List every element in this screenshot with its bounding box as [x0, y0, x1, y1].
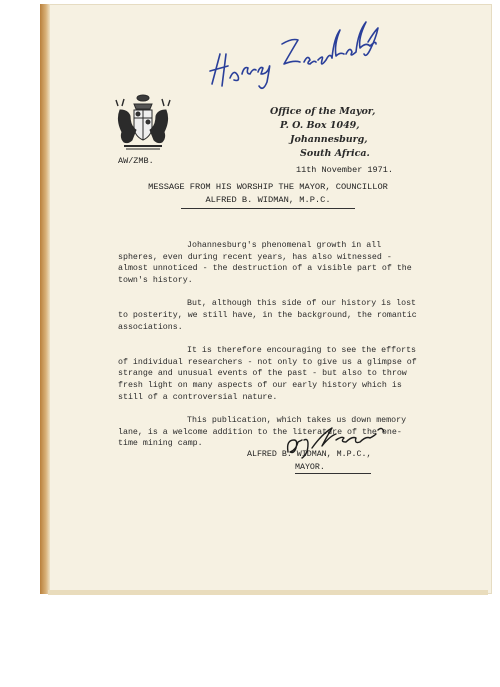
po-box-line: P. O. Box 1049, — [280, 120, 360, 131]
coat-of-arms-icon — [112, 92, 174, 152]
heading-line-1: MESSAGE FROM HIS WORSHIP THE MAYOR, COUNCILLOR — [148, 182, 388, 192]
paragraph: It is therefore encouraging to see the efforts of individual researchers - not only to give us a glimpse of strange and unusual events of the past - but also to throw fresh light on many aspects of our early history which is still of a controversial nature. — [118, 346, 417, 402]
letter-date: 11th November 1971. — [296, 165, 393, 175]
heading-line-2: ALFRED B. WIDMAN, M.P.C. — [181, 194, 354, 209]
paragraph: This publication, which takes us down memory lane, is a welcome addition to the literature of the one-time mining camp. — [118, 416, 407, 449]
signatory-title: MAYOR. — [295, 463, 371, 474]
signatory-name: ALFRED B. WIDMAN, M.P.C., — [247, 450, 372, 459]
signature-block — [247, 450, 371, 474]
office-line: Office of the Mayor, — [270, 106, 376, 117]
message-heading — [118, 181, 418, 209]
city-line: Johannesburg, — [290, 134, 368, 145]
page-edge — [48, 590, 488, 595]
paragraph: Johannesburg's phenomenal growth in all spheres, even during recent years, has also witnessed - almost unnoticed - the destruction of a visible part of the town's history. — [118, 241, 412, 285]
reference-code: AW/ZMB. — [118, 156, 154, 166]
country-line: South Africa. — [300, 148, 370, 159]
autograph-signature-icon — [200, 14, 390, 104]
paragraph: But, although this side of our history is lost to posterity, we still have, in the background, the romantic associations. — [118, 299, 417, 332]
office-address — [270, 106, 430, 159]
book-spine — [40, 4, 50, 594]
